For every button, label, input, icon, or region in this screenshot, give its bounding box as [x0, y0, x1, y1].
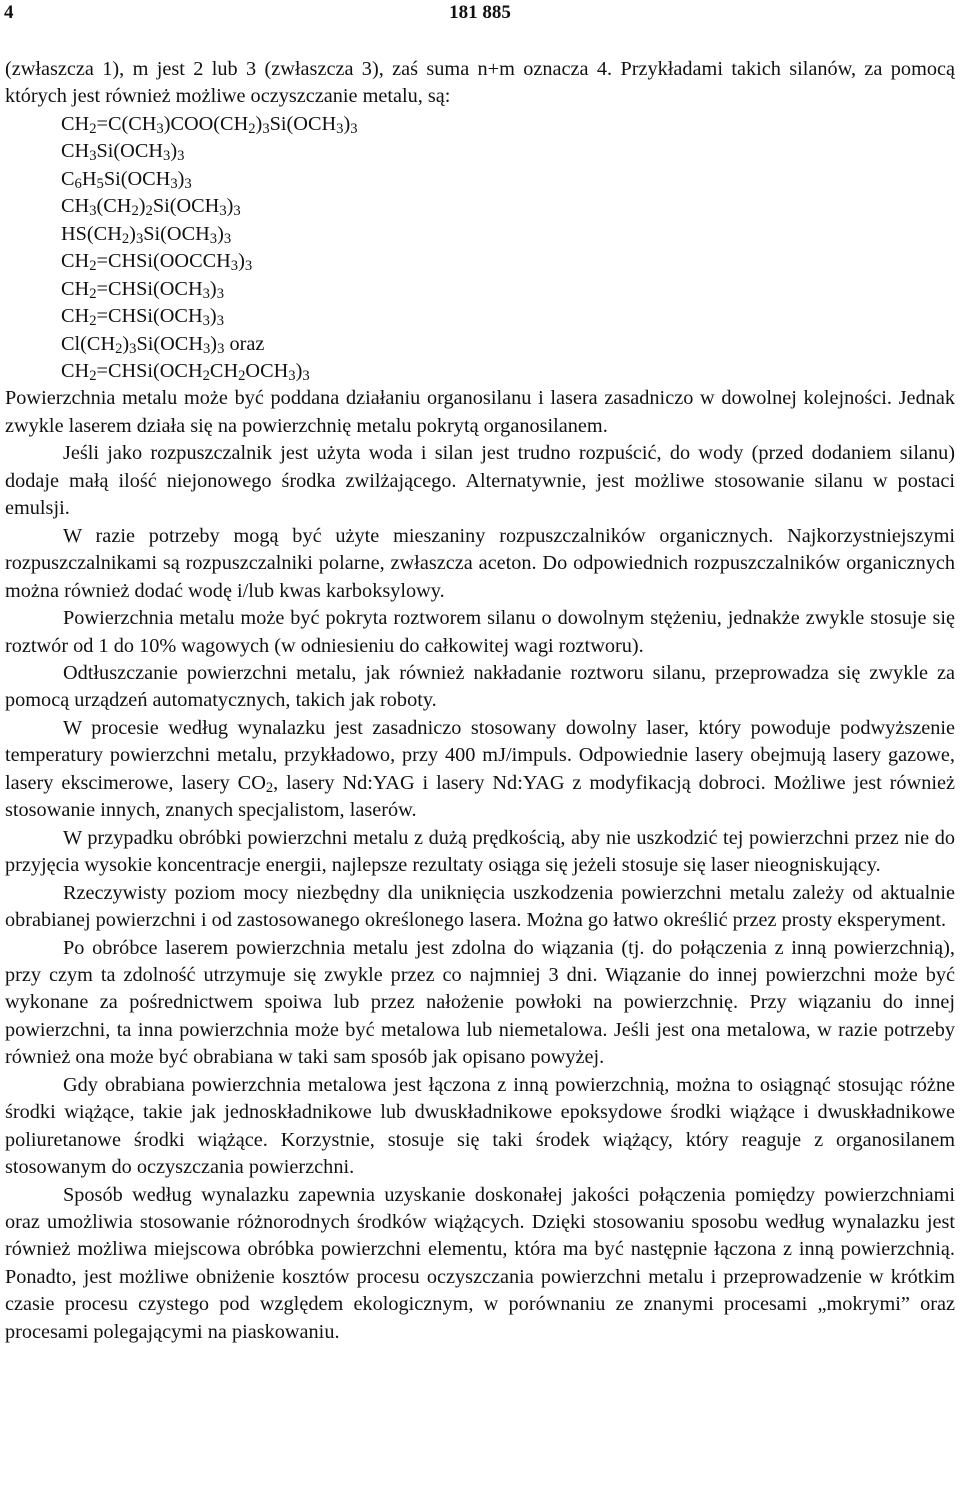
- body-paragraph: Po obróbce laserem powierzchnia metalu jest zdolna do wiązania (tj. do połączenia z inną powierzchnią), przy czym ta zdolność utrzymuje się zwykle przez co najmniej 3 dni. Wiązanie do innej powierzchni może być wykonane za pośrednictwem spoiwa lub przez nałożenie powłoki na powierzchnię. Przy wiązaniu do innej powierzchni, ta inna powierzchnia może być metalowa lub niemetalowa. Jeśli jest ona metalowa, w razie potrzeby również ona może być obrabiana w taki sam sposób jak opisano powyżej.: [5, 936, 955, 1069]
- chemical-formula: $CH_2=CHSi(OCH_3)_3$: [61, 277, 224, 302]
- paragraph-list: [5, 385, 955, 1346]
- chemical-formula: $C_6H_5Si(OCH_3)_3$: [61, 167, 192, 192]
- chemical-formula: $HS(CH_2)_3Si(OCH_3)_3$: [61, 222, 232, 247]
- document-body: [5, 56, 955, 1346]
- chemical-formula: $CH_2=CHSi(OCH_3)_3$: [61, 305, 224, 329]
- body-paragraph: Gdy obrabiana powierzchnia metalowa jest łączona z inną powierzchnią, można to osiągnąć stosując różne środki wiążące, takie jak jednoskładnikowe lub dwuskładnikowe epoksydowe środki wiążące i dwuskładnikowe poliuretanowe środki wiążące. Korzystnie, stosuje się taki środek wiążący, który reaguje z organosilanem stosowanym do oczyszczania powierzchni.: [5, 1073, 955, 1179]
- body-paragraph: Jeśli jako rozpuszczalnik jest użyta woda i silan jest trudno rozpuścić, do wody (przed dodaniem silanu) dodaje małą ilość niejonowego środka zwilżającego. Alternatywnie, jest możliwe stosowanie silanu w postaci emulsji.: [5, 442, 955, 520]
- chemical-formula: $CH_2=C(CH_3)COO(CH_2)_3Si(OCH_3)_3$: [61, 112, 358, 137]
- body-paragraph: Powierzchnia metalu może być pokryta roztworem silanu o dowolnym stężeniu, jednakże zwykle stosuje się roztwór od 1 do 10% wagowych (w odniesieniu do całkowitej wagi roztworu).: [5, 607, 955, 657]
- intro-paragraph: (zwłaszcza 1), m jest 2 lub 3 (zwłaszcza 3), zaś suma n+m oznacza 4. Przykładami takich silanów, za pomocą których jest również możliwe oczyszczanie metalu, są:: [5, 58, 955, 108]
- body-paragraph: Rzeczywisty poziom mocy niezbędny dla uniknięcia uszkodzenia powierzchni metalu zależy od aktualnie obrabianej powierzchni i od zastosowanego określonego lasera. Można go łatwo określić przez prosty eksperyment.: [5, 881, 955, 932]
- body-paragraph: W razie potrzeby mogą być użyte mieszaniny rozpuszczalników organicznych. Najkorzystniejszymi rozpuszczalnikami są rozpuszczalniki polarne, zwłaszcza aceton. Do odpowiednich rozpuszczalników organicznych można również dodać wodę i/lub kwas karboksylowy.: [5, 524, 955, 602]
- body-paragraph: Sposób według wynalazku zapewnia uzyskanie doskonałej jakości połączenia pomiędzy powierzchniami oraz umożliwia stosowanie różnorodnych środków wiążących. Dzięki stosowaniu sposobu według wynalazku jest również możliwa miejscowa obróbka powierzchni elementu, która ma być następnie łączona z inną powierzchnią. Ponadto, jest możliwe obniżenie kosztów procesu oczyszczania powierzchni metalu i przeprowadzenie w krótkim czasie procesu czystego pod względem ekologicznym, w porównaniu ze znanymi procesami „mokrymi” oraz procesami polegającymi na piaskowaniu.: [5, 1183, 955, 1343]
- page-header: [0, 0, 960, 28]
- chemical-formula: $CH_3(CH_2)_2Si(OCH_3)_3$: [61, 195, 241, 220]
- document-number: 181 885: [449, 2, 511, 23]
- silane-formula-list: [5, 111, 955, 386]
- chemical-formula: $CH_2=CHSi(OOCCH_3)_3$: [61, 250, 253, 275]
- body-paragraph: W procesie według wynalazku jest zasadniczo stosowany dowolny laser, który powoduje podwyższenie temperatury powierzchni metalu, przykładowo, przy 400 mJ/impuls. Odpowiednie lasery obejmują lasery gazowe, lasery ekscimerowe, lasery $CO_2$, lasery Nd:YAG i lasery Nd:YAG z modyfikacją dobroci. Możliwe jest również stosowanie innych, znanych specjalistom, laserów.: [5, 716, 955, 822]
- body-paragraph: Odtłuszczanie powierzchni metalu, jak również nakładanie roztworu silanu, przeprowadza się zwykle za pomocą urządzeń automatycznych, takich jak roboty.: [5, 661, 955, 712]
- chemical-formula: $CH_2=CHSi(OCH_2CH_2OCH_3)_3$: [61, 359, 310, 384]
- body-paragraph: Powierzchnia metalu może być poddana działaniu organosilanu i lasera zasadniczo w dowolnej kolejności. Jednak zwykle laserem działa się na powierzchnię metalu pokrytą organosilanem.: [5, 387, 955, 437]
- page-number: 4: [4, 2, 14, 23]
- body-paragraph: W przypadku obróbki powierzchni metalu z dużą prędkością, aby nie uszkodzić tej powierzchni przez nie do przyjęcia wysokie koncentracje energii, najlepsze rezultaty osiąga się jeżeli stosuje się laser nieogniskujący.: [5, 826, 955, 877]
- chemical-formula: $CH_3Si(OCH_3)_3$: [61, 140, 185, 165]
- chemical-formula: $Cl(CH_2)_3Si(OCH_3)_3$ oraz: [61, 332, 265, 357]
